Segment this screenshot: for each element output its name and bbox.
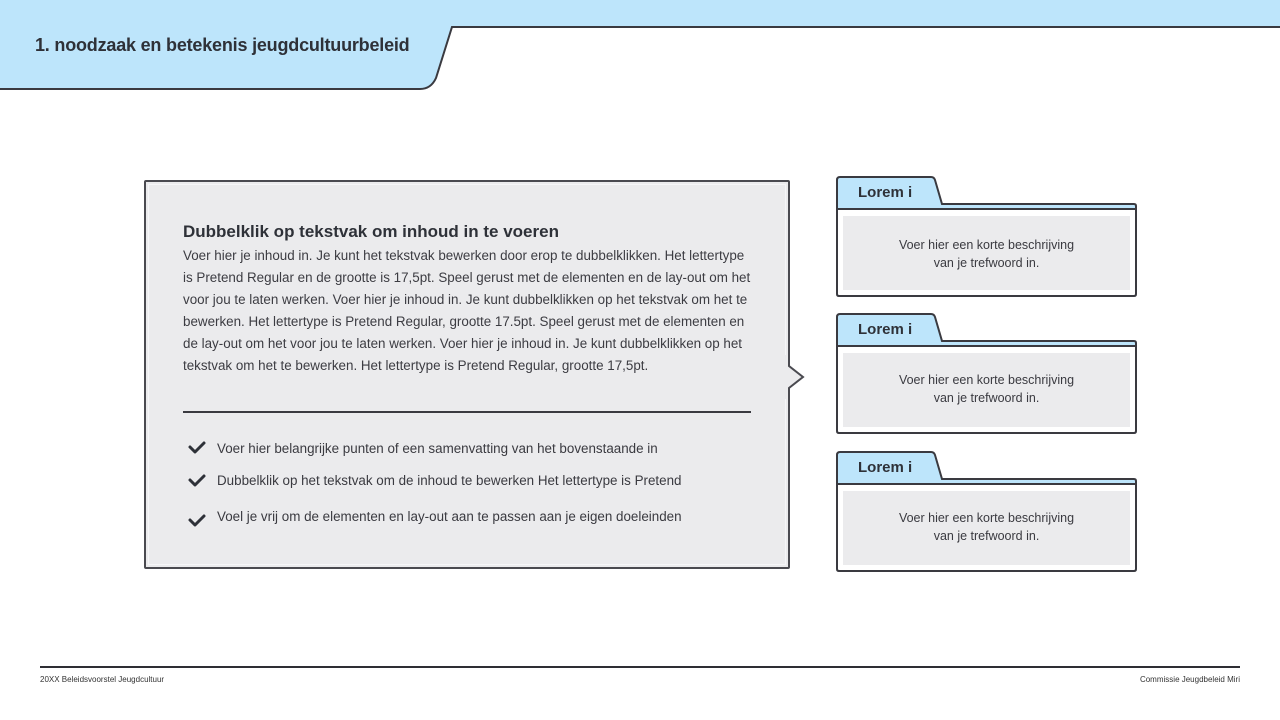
card-desc-line: Voer hier een korte beschrijving <box>898 511 1075 525</box>
card-desc-line: Voer hier een korte beschrijving <box>898 373 1075 387</box>
page-title: 1. noodzaak en betekenis jeugdcultuurbeleid <box>35 35 410 55</box>
card-description <box>843 236 1130 272</box>
check-icon <box>187 440 207 456</box>
card-tab-label: Lorem i <box>858 459 913 476</box>
card-desc-line: van je trefwoord in. <box>933 391 1040 405</box>
keyword-card-2[interactable] <box>836 313 1137 435</box>
keyword-card-1[interactable] <box>836 176 1137 298</box>
bullet-item <box>187 504 682 528</box>
divider <box>183 411 751 413</box>
pointer-arrow-icon <box>784 355 810 399</box>
bullet-item <box>187 472 681 488</box>
main-heading: Dubbelklik op tekstvak om inhoud in te voeren <box>183 222 559 241</box>
card-tab-label: Lorem i <box>858 321 913 338</box>
card-desc-line: van je trefwoord in. <box>933 529 1040 543</box>
check-icon <box>187 512 207 528</box>
footer-left-text: 20XX Beleidsvoorstel Jeugdcultuur <box>40 675 165 684</box>
card-description <box>843 509 1130 545</box>
bullet-text: Voer hier belangrijke punten of een samenvatting van het bovenstaande in <box>217 440 658 456</box>
footer-divider <box>40 666 1240 668</box>
card-description <box>843 371 1130 407</box>
bullet-text: Dubbelklik op het tekstvak om de inhoud te bewerken Het lettertype is Pretend <box>217 472 682 488</box>
bullet-text: Voel je vrij om de elementen en lay-out aan te passen aan je eigen doeleinden <box>217 508 682 524</box>
card-tab-label: Lorem i <box>858 184 913 201</box>
footer-right-text: Commissie Jeugdbeleid Miri <box>1139 675 1240 684</box>
card-desc-line: Voer hier een korte beschrijving <box>898 238 1075 252</box>
main-body-text: Voer hier je inhoud in. Je kunt het tekstvak bewerken door erop te dubbelklikken. Het lettertype is Pretend Regular en de grootte is 17,5pt. Speel gerust met de elementen en de lay-out om het voor jou te laten werken. Voer hier je inhoud in. Je kunt dubbelklikken op het tekstvak om het te bewerken. Het lettertype is Pretend Regular, grootte 17.5pt. Speel gerust met de elementen en de lay-out om het voor jou te laten werken. Voer hier je inhoud in. Je kunt dubbelklikken op het tekstvak om het te bewerken. Het lettertype is Pretend Regular, grootte 17,5pt. <box>183 248 751 373</box>
bullet-item <box>187 440 658 456</box>
card-desc-line: van je trefwoord in. <box>933 256 1040 270</box>
keyword-card-3[interactable] <box>836 451 1137 573</box>
check-icon <box>187 472 207 488</box>
